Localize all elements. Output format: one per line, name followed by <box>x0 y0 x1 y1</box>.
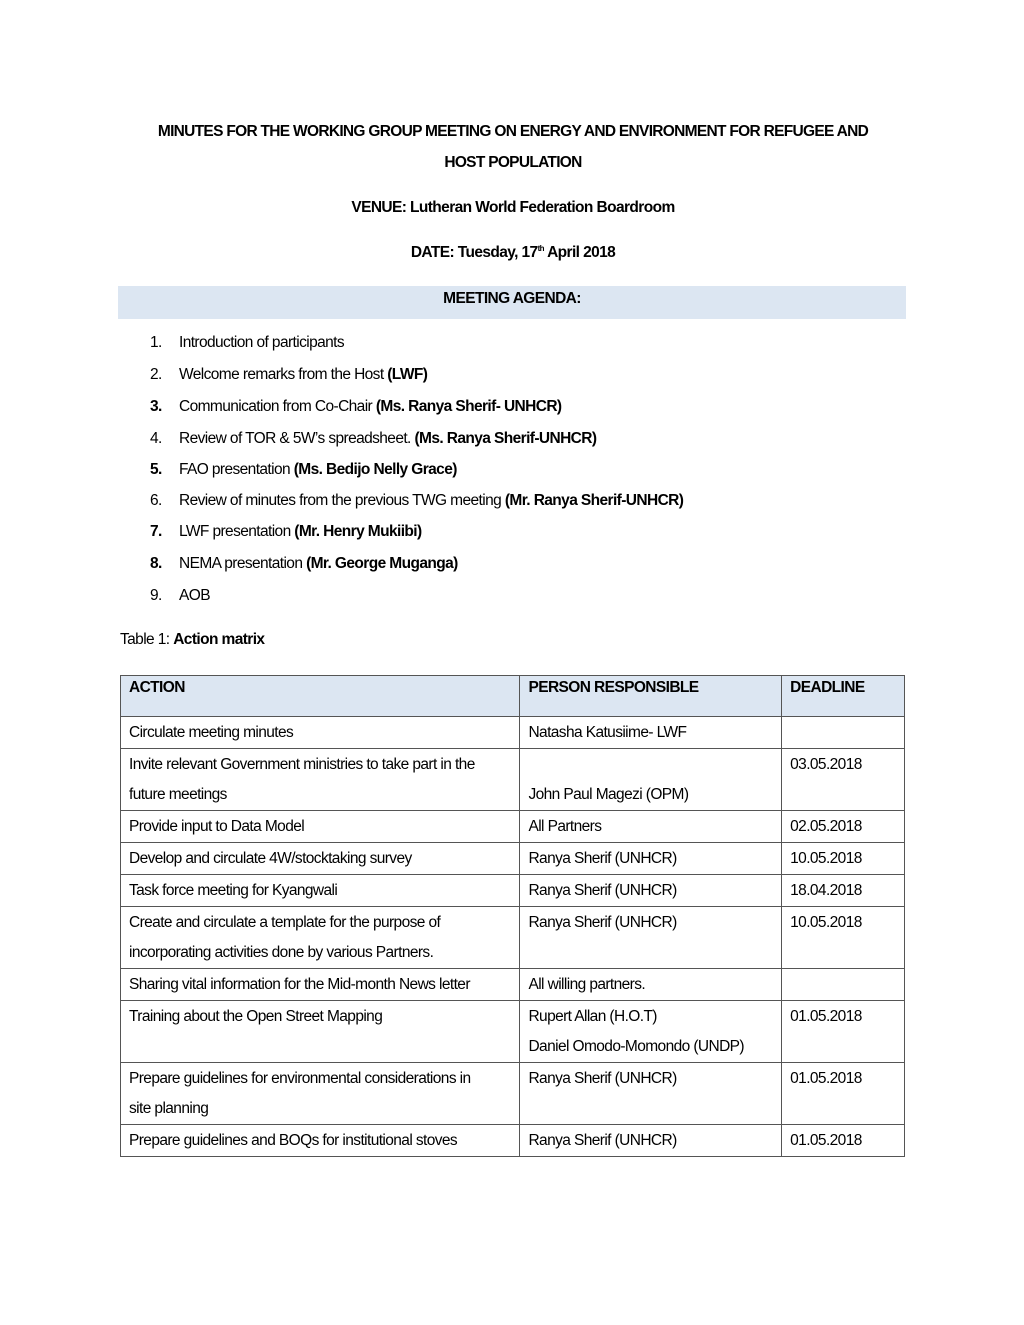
table-row <box>121 717 905 749</box>
action-cell-line: incorporating activities done by various Partners. <box>129 944 434 961</box>
deadline-cell: 03.05.2018 <box>782 749 905 811</box>
person-responsible-cell <box>520 875 782 907</box>
action-cell-line: Sharing vital information for the Mid-month News letter <box>129 976 470 993</box>
agenda-item-text <box>179 489 683 513</box>
deadline-cell: 02.05.2018 <box>782 811 905 843</box>
person-responsible-cell <box>520 1125 782 1157</box>
agenda-item-text <box>179 331 344 355</box>
agenda-item-text <box>179 363 427 387</box>
header-action: ACTION <box>121 676 520 717</box>
person-responsible-cell <box>520 749 782 811</box>
agenda-item-label: FAO presentation <box>179 461 294 478</box>
person-responsible-cell <box>520 843 782 875</box>
person-responsible-cell <box>520 1001 782 1063</box>
agenda-item-presenter: (Mr. Henry Mukiibi) <box>294 523 422 540</box>
agenda-item-number: 8. <box>150 555 162 572</box>
agenda-item-text <box>179 395 562 419</box>
agenda-item-number: 7. <box>150 523 162 540</box>
deadline-cell: 01.05.2018 <box>782 1063 905 1125</box>
agenda-item-label: NEMA presentation <box>179 555 307 572</box>
table-body <box>121 717 905 1157</box>
action-matrix-table <box>120 675 905 1157</box>
table-row <box>121 1063 905 1125</box>
person-responsible-cell-line: Ranya Sherif (UNHCR) <box>528 1132 677 1149</box>
action-cell <box>121 907 520 969</box>
deadline-cell <box>782 969 905 1001</box>
action-cell-line: Task force meeting for Kyangwali <box>129 882 338 899</box>
action-cell <box>121 717 520 749</box>
table-row <box>121 907 905 969</box>
action-cell <box>121 1001 520 1063</box>
agenda-item-number: 2. <box>150 366 162 383</box>
agenda-item-text <box>179 458 457 482</box>
action-cell <box>121 969 520 1001</box>
action-cell-line: site planning <box>129 1100 209 1117</box>
person-responsible-cell-line: Rupert Allan (H.O.T) <box>528 1008 657 1025</box>
agenda-item-number: 1. <box>150 334 162 351</box>
deadline-cell <box>782 717 905 749</box>
agenda-item-label: AOB <box>179 587 210 604</box>
action-cell-line: Invite relevant Government ministries to take part in the <box>129 756 475 773</box>
deadline-cell: 10.05.2018 <box>782 843 905 875</box>
table-row <box>121 969 905 1001</box>
deadline-cell: 18.04.2018 <box>782 875 905 907</box>
deadline-cell: 10.05.2018 <box>782 907 905 969</box>
person-responsible-cell-line: Daniel Omodo-Momondo (UNDP) <box>528 1038 744 1055</box>
table-row <box>121 843 905 875</box>
agenda-item-number: 3. <box>150 398 162 415</box>
agenda-item-number: 5. <box>150 461 162 478</box>
header-deadline: DEADLINE <box>782 676 905 717</box>
agenda-item-presenter: (Ms. Ranya Sherif- UNHCR) <box>375 398 562 415</box>
agenda-item-label: Review of TOR & 5W’s spreadsheet. <box>179 430 415 447</box>
agenda-item-label: LWF presentation <box>179 523 295 540</box>
agenda-item-number: 9. <box>150 587 162 604</box>
person-responsible-cell <box>520 969 782 1001</box>
header-person-responsible: PERSON RESPONSIBLE <box>520 676 782 717</box>
action-cell <box>121 1125 520 1157</box>
table-row <box>121 1125 905 1157</box>
action-cell-line: Provide input to Data Model <box>129 818 305 835</box>
action-cell-line: Prepare guidelines for environmental considerations in <box>129 1070 471 1087</box>
action-cell-line: Create and circulate a template for the purpose of <box>129 914 441 931</box>
action-cell <box>121 875 520 907</box>
person-responsible-cell-line: Ranya Sherif (UNHCR) <box>528 882 677 899</box>
agenda-item-number: 4. <box>150 430 162 447</box>
deadline-cell: 01.05.2018 <box>782 1001 905 1063</box>
agenda-item-label: Welcome remarks from the Host <box>179 366 388 383</box>
person-responsible-cell-line: John Paul Magezi (OPM) <box>528 786 689 803</box>
table-header-row <box>121 676 905 717</box>
action-cell-line: Prepare guidelines and BOQs for institutional stoves <box>129 1132 458 1149</box>
venue-line: VENUE: Lutheran World Federation Boardroom <box>351 199 675 216</box>
agenda-item-presenter: (Mr. Ranya Sherif-UNHCR) <box>504 492 684 509</box>
date-prefix: DATE: Tuesday, 17 <box>410 244 538 261</box>
title-line-1: MINUTES FOR THE WORKING GROUP MEETING ON ENERGY AND ENVIRONMENT FOR REFUGEE AND <box>157 123 869 140</box>
action-cell <box>121 1063 520 1125</box>
action-cell-line: Training about the Open Street Mapping <box>129 1008 383 1025</box>
agenda-item-presenter: (LWF) <box>387 366 428 383</box>
agenda-item-number: 6. <box>150 492 162 509</box>
date-suffix: April 2018 <box>543 244 616 261</box>
agenda-item-presenter: (Mr. George Muganga) <box>306 555 458 572</box>
table-caption <box>120 628 264 652</box>
agenda-item-label: Review of minutes from the previous TWG meeting <box>179 492 505 509</box>
action-cell <box>121 843 520 875</box>
person-responsible-cell-line <box>528 750 773 780</box>
person-responsible-cell-line: Ranya Sherif (UNHCR) <box>528 850 677 867</box>
table-row <box>121 811 905 843</box>
table-row <box>121 749 905 811</box>
document-title <box>120 116 906 178</box>
table-row <box>121 1001 905 1063</box>
action-cell-line: future meetings <box>129 786 227 803</box>
date-line <box>120 241 906 265</box>
agenda-item-presenter: (Ms. Ranya Sherif-UNHCR) <box>414 430 597 447</box>
table-caption-title: Action matrix <box>173 631 265 648</box>
table-caption-prefix: Table 1: <box>120 631 174 648</box>
agenda-heading: MEETING AGENDA: <box>443 290 581 307</box>
title-line-2: HOST POPULATION <box>444 154 582 171</box>
agenda-item-label: Communication from Co-Chair <box>179 398 376 415</box>
deadline-cell: 01.05.2018 <box>782 1125 905 1157</box>
agenda-item-label: Introduction of participants <box>179 334 344 351</box>
table-row <box>121 875 905 907</box>
person-responsible-cell <box>520 717 782 749</box>
person-responsible-cell <box>520 811 782 843</box>
person-responsible-cell-line: Ranya Sherif (UNHCR) <box>528 1070 677 1087</box>
agenda-item-text <box>179 552 458 576</box>
person-responsible-cell <box>520 1063 782 1125</box>
action-cell <box>121 811 520 843</box>
action-cell <box>121 749 520 811</box>
action-cell-line: Circulate meeting minutes <box>129 724 294 741</box>
action-cell-line: Develop and circulate 4W/stocktaking survey <box>129 850 412 867</box>
person-responsible-cell <box>520 907 782 969</box>
agenda-item-text <box>179 584 210 608</box>
person-responsible-cell-line: Ranya Sherif (UNHCR) <box>528 914 677 931</box>
person-responsible-cell-line: All Partners <box>528 818 602 835</box>
person-responsible-cell-line: Natasha Katusiime- LWF <box>528 724 687 741</box>
agenda-item-presenter: (Ms. Bedijo Nelly Grace) <box>293 461 457 478</box>
person-responsible-cell-line: All willing partners. <box>528 976 646 993</box>
agenda-item-text <box>179 427 596 451</box>
date-ordinal: th <box>537 243 544 253</box>
agenda-item-text <box>179 520 422 544</box>
